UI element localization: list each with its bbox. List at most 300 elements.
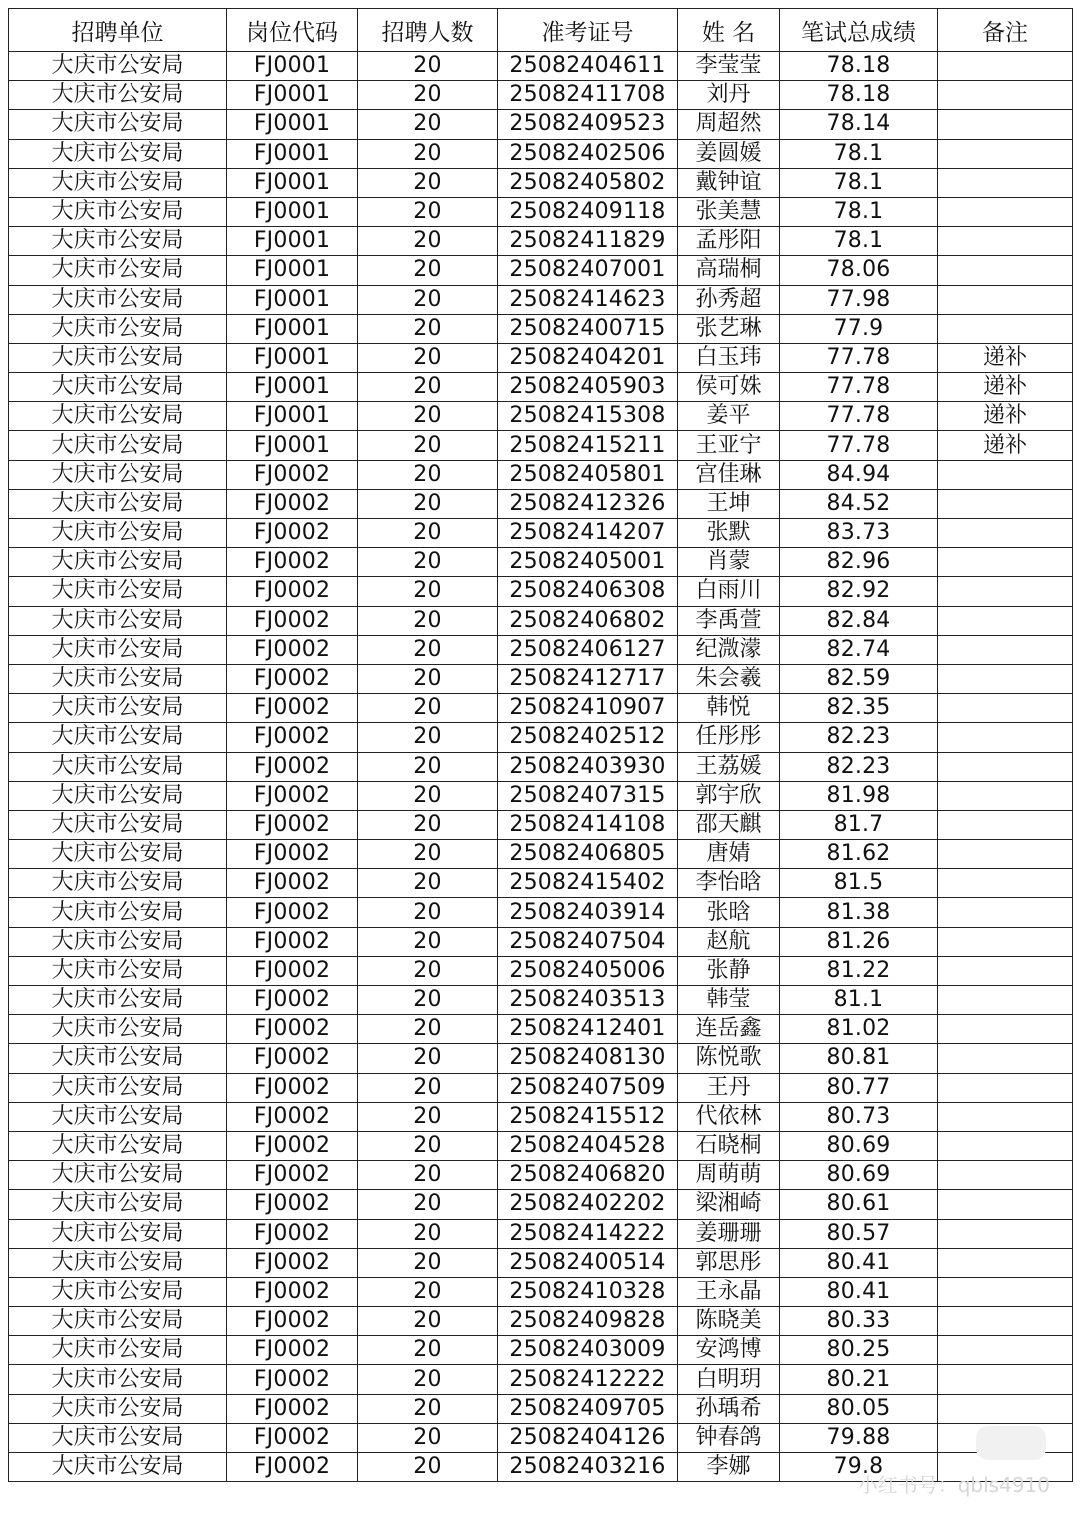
remark-cell: 递补 (938, 402, 1073, 431)
score-cell: 80.61 (780, 1190, 938, 1219)
name-cell: 邵天麒 (678, 810, 780, 839)
table-body (9, 52, 1073, 1482)
remark-cell (938, 986, 1073, 1015)
position-code-cell: FJ0002 (227, 1073, 358, 1102)
exam-id-cell: 25082406802 (498, 606, 678, 635)
unit-cell: 大庆市公安局 (9, 431, 227, 460)
name-cell: 孙瑀希 (678, 1394, 780, 1423)
score-cell: 78.1 (780, 197, 938, 226)
exam-id-cell: 25082406127 (498, 635, 678, 664)
recruit-count-cell: 20 (358, 956, 498, 985)
exam-id-cell: 25082406805 (498, 840, 678, 869)
unit-cell: 大庆市公安局 (9, 810, 227, 839)
score-cell: 82.59 (780, 664, 938, 693)
table-row (9, 168, 1073, 197)
unit-cell: 大庆市公安局 (9, 1131, 227, 1160)
recruit-count-cell: 20 (358, 1336, 498, 1365)
name-cell: 陈悦歌 (678, 1044, 780, 1073)
score-cell: 80.69 (780, 1131, 938, 1160)
remark-cell (938, 840, 1073, 869)
table-row (9, 694, 1073, 723)
remark-cell: 递补 (938, 431, 1073, 460)
exam-id-cell: 25082400514 (498, 1248, 678, 1277)
table-row (9, 1073, 1073, 1102)
recruit-count-cell: 20 (358, 1307, 498, 1336)
name-cell: 李莹莹 (678, 52, 780, 81)
position-code-cell: FJ0001 (227, 431, 358, 460)
exam-id-cell: 25082405801 (498, 460, 678, 489)
remark-cell (938, 956, 1073, 985)
name-cell: 王永晶 (678, 1277, 780, 1306)
table-row (9, 1248, 1073, 1277)
unit-cell: 大庆市公安局 (9, 1102, 227, 1131)
unit-cell: 大庆市公安局 (9, 752, 227, 781)
score-cell: 80.57 (780, 1219, 938, 1248)
exam-id-cell: 25082402202 (498, 1190, 678, 1219)
unit-cell: 大庆市公安局 (9, 781, 227, 810)
table-row (9, 110, 1073, 139)
recruit-count-cell: 20 (358, 810, 498, 839)
name-cell: 王丹 (678, 1073, 780, 1102)
remark-cell (938, 168, 1073, 197)
remark-cell (938, 1248, 1073, 1277)
position-code-cell: FJ0002 (227, 1161, 358, 1190)
unit-cell: 大庆市公安局 (9, 489, 227, 518)
header-unit: 招聘单位 (9, 9, 227, 52)
exam-id-cell: 25082408130 (498, 1044, 678, 1073)
table-row (9, 489, 1073, 518)
position-code-cell: FJ0001 (227, 285, 358, 314)
score-cell: 79.88 (780, 1423, 938, 1452)
exam-id-cell: 25082410328 (498, 1277, 678, 1306)
name-cell: 张静 (678, 956, 780, 985)
unit-cell: 大庆市公安局 (9, 1336, 227, 1365)
recruit-count-cell: 20 (358, 1248, 498, 1277)
position-code-cell: FJ0001 (227, 256, 358, 285)
remark-cell (938, 869, 1073, 898)
position-code-cell: FJ0002 (227, 1044, 358, 1073)
table-row (9, 752, 1073, 781)
unit-cell: 大庆市公安局 (9, 1365, 227, 1394)
name-cell: 韩莹 (678, 986, 780, 1015)
recruit-count-cell: 20 (358, 139, 498, 168)
position-code-cell: FJ0002 (227, 840, 358, 869)
exam-id-cell: 25082404611 (498, 52, 678, 81)
exam-id-cell: 25082414207 (498, 519, 678, 548)
position-code-cell: FJ0002 (227, 986, 358, 1015)
exam-id-cell: 25082403513 (498, 986, 678, 1015)
position-code-cell: FJ0001 (227, 373, 358, 402)
remark-cell (938, 664, 1073, 693)
table-row (9, 256, 1073, 285)
position-code-cell: FJ0002 (227, 1423, 358, 1452)
score-cell: 79.8 (780, 1453, 938, 1482)
name-cell: 王荔媛 (678, 752, 780, 781)
exam-id-cell: 25082415211 (498, 431, 678, 460)
remark-cell (938, 314, 1073, 343)
table-row (9, 1394, 1073, 1423)
position-code-cell: FJ0002 (227, 956, 358, 985)
remark-cell (938, 1161, 1073, 1190)
position-code-cell: FJ0001 (227, 227, 358, 256)
score-cell: 80.73 (780, 1102, 938, 1131)
recruit-count-cell: 20 (358, 664, 498, 693)
exam-id-cell: 25082411829 (498, 227, 678, 256)
name-cell: 郭宇欣 (678, 781, 780, 810)
position-code-cell: FJ0002 (227, 1365, 358, 1394)
name-cell: 孙秀超 (678, 285, 780, 314)
position-code-cell: FJ0002 (227, 927, 358, 956)
recruit-count-cell: 20 (358, 519, 498, 548)
remark-cell (938, 723, 1073, 752)
name-cell: 王坤 (678, 489, 780, 518)
recruit-count-cell: 20 (358, 460, 498, 489)
unit-cell: 大庆市公安局 (9, 723, 227, 752)
recruit-count-cell: 20 (358, 1365, 498, 1394)
unit-cell: 大庆市公安局 (9, 256, 227, 285)
position-code-cell: FJ0002 (227, 1277, 358, 1306)
table-row (9, 197, 1073, 226)
table-row (9, 548, 1073, 577)
exam-id-cell: 25082409523 (498, 110, 678, 139)
table-row (9, 1015, 1073, 1044)
exam-id-cell: 25082402512 (498, 723, 678, 752)
position-code-cell: FJ0001 (227, 343, 358, 372)
remark-cell (938, 1044, 1073, 1073)
position-code-cell: FJ0002 (227, 1102, 358, 1131)
table-row (9, 723, 1073, 752)
header-score: 笔试总成绩 (780, 9, 938, 52)
remark-cell (938, 927, 1073, 956)
score-cell: 82.92 (780, 577, 938, 606)
recruit-count-cell: 20 (358, 1161, 498, 1190)
score-cell: 84.94 (780, 460, 938, 489)
name-cell: 李娜 (678, 1453, 780, 1482)
exam-id-cell: 25082405001 (498, 548, 678, 577)
table-row (9, 1365, 1073, 1394)
score-cell: 82.74 (780, 635, 938, 664)
exam-id-cell: 25082402506 (498, 139, 678, 168)
remark-cell: 递补 (938, 373, 1073, 402)
unit-cell: 大庆市公安局 (9, 869, 227, 898)
remark-cell (938, 752, 1073, 781)
remark-cell (938, 1190, 1073, 1219)
position-code-cell: FJ0001 (227, 402, 358, 431)
recruit-count-cell: 20 (358, 781, 498, 810)
exam-id-cell: 25082403930 (498, 752, 678, 781)
score-cell: 80.33 (780, 1307, 938, 1336)
table-row (9, 139, 1073, 168)
score-cell: 83.73 (780, 519, 938, 548)
remark-cell (938, 548, 1073, 577)
position-code-cell: FJ0002 (227, 1307, 358, 1336)
position-code-cell: FJ0002 (227, 1131, 358, 1160)
name-cell: 钟春鸽 (678, 1423, 780, 1452)
table-row (9, 1161, 1073, 1190)
recruit-count-cell: 20 (358, 606, 498, 635)
unit-cell: 大庆市公安局 (9, 986, 227, 1015)
table-row (9, 1044, 1073, 1073)
unit-cell: 大庆市公安局 (9, 373, 227, 402)
recruit-count-cell: 20 (358, 1219, 498, 1248)
score-cell: 81.1 (780, 986, 938, 1015)
watermark: 小红书号：qbls4910 (857, 1473, 1050, 1497)
score-cell: 82.35 (780, 694, 938, 723)
recruit-count-cell: 20 (358, 1394, 498, 1423)
unit-cell: 大庆市公安局 (9, 314, 227, 343)
name-cell: 宫佳琳 (678, 460, 780, 489)
position-code-cell: FJ0002 (227, 1336, 358, 1365)
unit-cell: 大庆市公安局 (9, 606, 227, 635)
unit-cell: 大庆市公安局 (9, 956, 227, 985)
name-cell: 戴钟谊 (678, 168, 780, 197)
position-code-cell: FJ0002 (227, 752, 358, 781)
name-cell: 赵航 (678, 927, 780, 956)
header-row (9, 9, 1073, 52)
exam-id-cell: 25082407315 (498, 781, 678, 810)
name-cell: 姜平 (678, 402, 780, 431)
score-cell: 81.02 (780, 1015, 938, 1044)
recruit-count-cell: 20 (358, 577, 498, 606)
header-position-code: 岗位代码 (227, 9, 358, 52)
header-name: 姓 名 (678, 9, 780, 52)
remark-cell (938, 1336, 1073, 1365)
score-cell: 78.06 (780, 256, 938, 285)
recruit-count-cell: 20 (358, 869, 498, 898)
table-row (9, 460, 1073, 489)
exam-id-cell: 25082409705 (498, 1394, 678, 1423)
score-cell: 81.7 (780, 810, 938, 839)
table-row (9, 1102, 1073, 1131)
remark-cell (938, 460, 1073, 489)
recruit-count-cell: 20 (358, 898, 498, 927)
score-cell: 80.77 (780, 1073, 938, 1102)
position-code-cell: FJ0001 (227, 139, 358, 168)
score-cell: 78.1 (780, 227, 938, 256)
table-row (9, 52, 1073, 81)
unit-cell: 大庆市公安局 (9, 635, 227, 664)
unit-cell: 大庆市公安局 (9, 1161, 227, 1190)
results-table (8, 8, 1073, 1482)
name-cell: 周超然 (678, 110, 780, 139)
name-cell: 韩悦 (678, 694, 780, 723)
table-row (9, 1307, 1073, 1336)
unit-cell: 大庆市公安局 (9, 1453, 227, 1482)
position-code-cell: FJ0002 (227, 1219, 358, 1248)
recruit-count-cell: 20 (358, 1423, 498, 1452)
remark-cell (938, 1394, 1073, 1423)
score-cell: 77.9 (780, 314, 938, 343)
remark-cell (938, 52, 1073, 81)
header-remark: 备注 (938, 9, 1073, 52)
remark-cell (938, 1219, 1073, 1248)
exam-id-cell: 25082412401 (498, 1015, 678, 1044)
score-cell: 80.41 (780, 1248, 938, 1277)
exam-id-cell: 25082404528 (498, 1131, 678, 1160)
score-cell: 80.25 (780, 1336, 938, 1365)
header-exam-id: 准考证号 (498, 9, 678, 52)
name-cell: 刘丹 (678, 81, 780, 110)
recruit-count-cell: 20 (358, 402, 498, 431)
unit-cell: 大庆市公安局 (9, 460, 227, 489)
recruit-count-cell: 20 (358, 197, 498, 226)
remark-cell (938, 197, 1073, 226)
remark-cell (938, 110, 1073, 139)
unit-cell: 大庆市公安局 (9, 1015, 227, 1044)
unit-cell: 大庆市公安局 (9, 197, 227, 226)
recruit-count-cell: 20 (358, 1015, 498, 1044)
position-code-cell: FJ0002 (227, 460, 358, 489)
unit-cell: 大庆市公安局 (9, 1423, 227, 1452)
position-code-cell: FJ0002 (227, 694, 358, 723)
name-cell: 张美慧 (678, 197, 780, 226)
exam-id-cell: 25082410907 (498, 694, 678, 723)
name-cell: 李禹萱 (678, 606, 780, 635)
score-cell: 80.41 (780, 1277, 938, 1306)
name-cell: 代依林 (678, 1102, 780, 1131)
unit-cell: 大庆市公安局 (9, 402, 227, 431)
table-row (9, 635, 1073, 664)
score-cell: 77.78 (780, 402, 938, 431)
unit-cell: 大庆市公安局 (9, 285, 227, 314)
recruit-count-cell: 20 (358, 227, 498, 256)
remark-cell (938, 606, 1073, 635)
position-code-cell: FJ0002 (227, 1394, 358, 1423)
position-code-cell: FJ0001 (227, 110, 358, 139)
recruit-count-cell: 20 (358, 1044, 498, 1073)
score-cell: 81.22 (780, 956, 938, 985)
unit-cell: 大庆市公安局 (9, 840, 227, 869)
name-cell: 肖蒙 (678, 548, 780, 577)
position-code-cell: FJ0001 (227, 168, 358, 197)
unit-cell: 大庆市公安局 (9, 1219, 227, 1248)
score-cell: 77.78 (780, 343, 938, 372)
score-cell: 81.98 (780, 781, 938, 810)
remark-cell (938, 694, 1073, 723)
unit-cell: 大庆市公安局 (9, 1394, 227, 1423)
unit-cell: 大庆市公安局 (9, 1307, 227, 1336)
table-row (9, 927, 1073, 956)
table-row (9, 810, 1073, 839)
recruit-count-cell: 20 (358, 81, 498, 110)
unit-cell: 大庆市公安局 (9, 1248, 227, 1277)
name-cell: 张晗 (678, 898, 780, 927)
table-row (9, 1131, 1073, 1160)
exam-id-cell: 25082407509 (498, 1073, 678, 1102)
name-cell: 陈晓美 (678, 1307, 780, 1336)
unit-cell: 大庆市公安局 (9, 577, 227, 606)
recruit-count-cell: 20 (358, 840, 498, 869)
score-cell: 82.23 (780, 752, 938, 781)
table-header (9, 9, 1073, 52)
position-code-cell: FJ0002 (227, 723, 358, 752)
score-cell: 80.81 (780, 1044, 938, 1073)
remark-cell (938, 1015, 1073, 1044)
unit-cell: 大庆市公安局 (9, 548, 227, 577)
unit-cell: 大庆市公安局 (9, 81, 227, 110)
remark-cell (938, 1307, 1073, 1336)
position-code-cell: FJ0002 (227, 781, 358, 810)
name-cell: 郭思彤 (678, 1248, 780, 1277)
exam-id-cell: 25082412326 (498, 489, 678, 518)
remark-cell (938, 285, 1073, 314)
recruit-count-cell: 20 (358, 548, 498, 577)
recruit-count-cell: 20 (358, 927, 498, 956)
position-code-cell: FJ0002 (227, 1248, 358, 1277)
unit-cell: 大庆市公安局 (9, 1073, 227, 1102)
remark-cell (938, 256, 1073, 285)
remark-cell (938, 577, 1073, 606)
exam-id-cell: 25082403914 (498, 898, 678, 927)
name-cell: 任彤彤 (678, 723, 780, 752)
score-cell: 78.18 (780, 81, 938, 110)
exam-id-cell: 25082404201 (498, 343, 678, 372)
exam-id-cell: 25082407001 (498, 256, 678, 285)
name-cell: 高瑞桐 (678, 256, 780, 285)
position-code-cell: FJ0002 (227, 489, 358, 518)
name-cell: 姜珊珊 (678, 1219, 780, 1248)
table-row (9, 664, 1073, 693)
position-code-cell: FJ0002 (227, 635, 358, 664)
score-cell: 82.23 (780, 723, 938, 752)
position-code-cell: FJ0002 (227, 1453, 358, 1482)
exam-id-cell: 25082412222 (498, 1365, 678, 1394)
name-cell: 李怡晗 (678, 869, 780, 898)
score-cell: 78.1 (780, 168, 938, 197)
unit-cell: 大庆市公安局 (9, 1190, 227, 1219)
table-row (9, 577, 1073, 606)
table-row (9, 227, 1073, 256)
table-row (9, 956, 1073, 985)
name-cell: 张艺琳 (678, 314, 780, 343)
unit-cell: 大庆市公安局 (9, 664, 227, 693)
score-cell: 80.05 (780, 1394, 938, 1423)
unit-cell: 大庆市公安局 (9, 927, 227, 956)
recruit-count-cell: 20 (358, 168, 498, 197)
position-code-cell: FJ0002 (227, 810, 358, 839)
exam-id-cell: 25082414108 (498, 810, 678, 839)
remark-cell (938, 519, 1073, 548)
exam-id-cell: 25082403009 (498, 1336, 678, 1365)
table-row (9, 1336, 1073, 1365)
exam-id-cell: 25082415308 (498, 402, 678, 431)
position-code-cell: FJ0001 (227, 197, 358, 226)
name-cell: 连岳鑫 (678, 1015, 780, 1044)
unit-cell: 大庆市公安局 (9, 110, 227, 139)
table-row (9, 606, 1073, 635)
position-code-cell: FJ0002 (227, 1190, 358, 1219)
remark-cell (938, 81, 1073, 110)
exam-id-cell: 25082415512 (498, 1102, 678, 1131)
exam-id-cell: 25082407504 (498, 927, 678, 956)
score-cell: 81.26 (780, 927, 938, 956)
unit-cell: 大庆市公安局 (9, 694, 227, 723)
results-table-container (8, 8, 1072, 1482)
remark-cell (938, 898, 1073, 927)
unit-cell: 大庆市公安局 (9, 519, 227, 548)
remark-cell (938, 139, 1073, 168)
recruit-count-cell: 20 (358, 694, 498, 723)
remark-cell (938, 635, 1073, 664)
remark-cell (938, 781, 1073, 810)
exam-id-cell: 25082409828 (498, 1307, 678, 1336)
table-row (9, 869, 1073, 898)
exam-id-cell: 25082406308 (498, 577, 678, 606)
exam-id-cell: 25082412717 (498, 664, 678, 693)
name-cell: 纪溦濛 (678, 635, 780, 664)
score-cell: 77.78 (780, 373, 938, 402)
score-cell: 78.18 (780, 52, 938, 81)
